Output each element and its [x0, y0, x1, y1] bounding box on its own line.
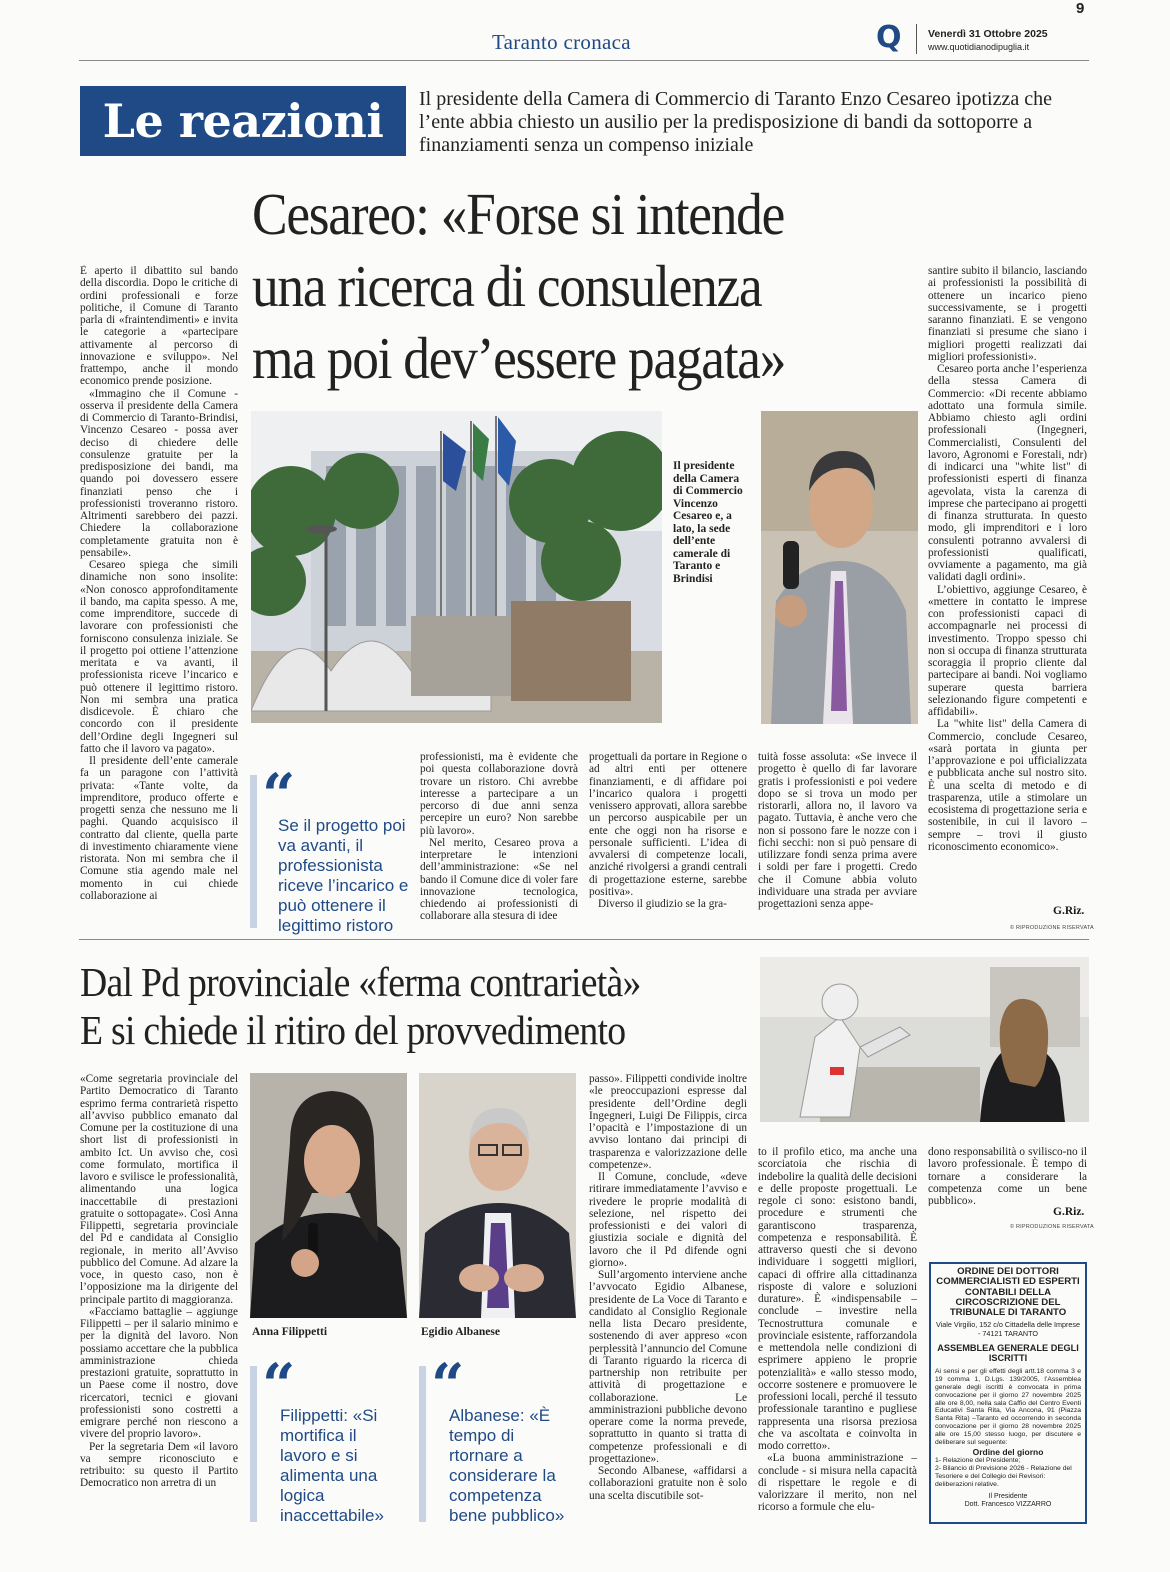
paragraph: Diverso il giudizio se la gra-: [598, 898, 727, 910]
paragraph: È aperto il dibattito sul bando della discordia. Dopo le critiche di ordini professionali e forze politiche, il Comune di Taranto parla di «fraintendimenti» e invita le categorie a «partecipare attivamente al percorso di innovazione e sviluppo». Nel frattempo, anche il mondo economico prende posizione.: [80, 265, 238, 388]
article1-col-1: [80, 265, 238, 933]
article1-col-2: [420, 751, 578, 932]
paragraph: dono responsabilità o svilisco-no il lavoro professionale. È tempo di tornare a considerare la competenza come un bene pubblico».: [928, 1146, 1087, 1206]
header-divider: [916, 24, 917, 54]
article1-rights: © RIPRODUZIONE RISERVATA: [1010, 925, 1094, 931]
pull-quote-filippetti: [262, 1351, 407, 1526]
notice-agenda-item: 1- Relazione del Presidente;: [935, 1457, 1021, 1465]
notice-box: [929, 1262, 1087, 1524]
notice-agenda-item: 2- Bilancio di Previsione 2026 - Relazione del Tesoriere e del Collegio dei Revisori: deliberazioni relative.: [935, 1465, 1072, 1489]
page-number: 9: [1076, 0, 1085, 17]
paragraph: tuità fosse assoluta: «Se invece il progetto è quello di far lavorare gratis i professionisti e poi vedere dopo se si trova un modo per ristorarli, allora no, il lavoro va pagato. Tuttavia, è anche vero che non si possono fare le nozze con i fichi secchi: non si può pensare di utilizzare fondi senza prima avere i soldi per fare i progetti. Credo che il Comune abbia voluto individuare una strada per avviare progettazioni senza appe-: [758, 751, 917, 910]
portrait-illustration: [250, 1073, 407, 1318]
headline-line-1: Cesareo: «Forse si intende: [252, 181, 785, 247]
quote-bar: [419, 1366, 426, 1522]
article2-rights: © RIPRODUZIONE RISERVATA: [1010, 1224, 1094, 1230]
pull-quote-1: [262, 761, 414, 936]
notice-president-label: Il Presidente: [988, 1493, 1028, 1501]
article1-signature: G.Riz.: [1053, 905, 1085, 917]
headline-line-2: E si chiede il ritiro del provvedimento: [80, 1007, 626, 1053]
kicker-summary: Il presidente della Camera di Commercio di Taranto Enzo Cesareo ipotizza che l’ente abbia chiesto un ausilio per la predisposizione di bandi da sottoporre a finanziamenti senza un compenso iniziale: [419, 88, 1052, 156]
paragraph: L’obiettivo, aggiunge Cesareo, è «mettere in contatto le imprese con professionisti capaci di accompagnarle nei processi di investimento. Troppo spesso chi non si occupa di finanza strutturata scoraggia il proprio cliente dal partecipare ai bandi. Noi vogliamo superare questa barriera selezionando figure competenti e affidabili».: [928, 583, 1087, 718]
notice-body: Ai sensi e per gli effetti degli artt.18 comma 3 e 19 comma 1, D.Lgs. 139/2005, l’Assemblea generale degli iscritti è convocata in prima convocazione per il giorno 27 novembre 2025 alle ore 8,00, nella sala Caffio del Centro Eventi Educativi Santa Rita, Via Ancona, 91 (Piazza Santa Rita) –Taranto ed occorrendo in seconda convocazione per il giorno 28 novembre 2025 alle ore 15,00 stesso luogo, per discutere e deliberare sul seguente:: [935, 1367, 1081, 1447]
paragraph: Il presidente dell’ente camerale fa un paragone con l’attività privata: «Tante volte, da imprenditore, produco offerte e progetti senza che nessuno me li paghi. Quando acquisisco il contratto dal cliente, quella parte di investimento chiaramente viene ristorata. Non mi sembra che il Comune stia agendo male nel momento in cui chiede collaborazione ai: [80, 755, 238, 902]
article2-col-1: [80, 1073, 238, 1522]
headline-line-2: una ricerca di consulenza: [252, 253, 762, 319]
photo-vincenzo-cesareo: [761, 411, 918, 724]
paragraph: passo». Filippetti condivide inoltre «le preoccupazioni espresse dal presidente dell’Ordine degli Ingegneri, Luigi De Filippis, circa l’opacità e l’impostazione di un avviso lontano dai principi di trasparenza e valorizzazione delle competenze».: [589, 1073, 747, 1171]
paragraph: «Immagino che il Comune - osserva il presidente della Camera di Commercio di Taranto-Brindisi, Vincenzo Cesareo - possa aver deciso di chiedere delle consulenze gratuite per la predisposizione dei bandi, ma quando poi dovessero essere finanziati penso che i professionisti troveranno ristoro. Altrimenti sarebbero dei pazzi. Chiedere la collaborazione completamente gratuita non è pensabile».: [80, 387, 238, 559]
notice-address: Viale Virgilio, 152 c/o Cittadella delle Imprese - 74121 TARANTO: [936, 1320, 1080, 1338]
paragraph: santire subito il bilancio, lasciando ai professionisti la possibilità di ottenere un incarico pieno successivamente, se i progetti saranno finanziati. E se vengono finanziati si presume che siano i migliori progetti realizzati dai migliori professionisti».: [928, 265, 1087, 363]
paragraph: Per la segretaria Dem «il lavoro va sempre riconosciuto e retribuito: su questo il Partito Democratico non arretra di un: [80, 1440, 238, 1490]
quote-mark-icon: “: [262, 1351, 296, 1419]
paragraph: progettuali da portare in Regione o ad altri enti per ottenere finanziamenti, e di affidare poi l’incarico qualora i progetti venissero approvati, allora sarebbe un percorso auspicabile per un ente che oggi non ha risorse e personale sufficienti. L’idea di avvalersi di competenze locali, anziché rivolgersi a grandi centrali di progettazione esterne, sarebbe positiva».: [589, 751, 747, 898]
building-illustration: [251, 411, 662, 723]
paragraph: Il Comune, conclude, «deve ritirare immediatamente l’avviso e rivedere le proprie modalità di selezione, nel rispetto dei professionisti e dei valori di giustizia sociale e dignità del lavoro che il Pd difende ogni giorno».: [589, 1171, 747, 1269]
article2-headline: [80, 958, 724, 1054]
photo-egidio-albanese: [419, 1073, 576, 1318]
section-divider: [79, 939, 1089, 940]
header-site: www.quotidianodipuglia.it: [928, 42, 1030, 52]
paragraph: «La buona amministrazione – conclude - si misura nella capacità di rispettare le regole e di valorizzare il merito, non nel ricorso a formule che elu-: [758, 1452, 917, 1514]
paragraph: Nel merito, Cesareo prova a interpretare le intenzioni dell’amministrazione: «Se nel bando il Comune dice di voler fare innovazione tecnologica, chiedendo ai professionisti di collaborare alla stesura di idee: [420, 836, 578, 923]
photo-caption: Il presidente della Camera di Commercio Vincenzo Cesareo e, a lato, la sede dell’ente camerale di Taranto e Brindisi: [673, 460, 743, 585]
paragraph: «Facciamo battaglie – aggiunge Filippetti – per il salario minimo e per la dignità del lavoro. Non possiamo accettare che la pubblica amministrazione chieda prestazioni gratuite, soprattutto in un Paese come il nostro, dove ricercatori, tecnici e giovani professionisti sono costretti a emigrare perché non riescono a vivere del proprio lavoro».: [80, 1305, 238, 1441]
article1-headline: [252, 178, 867, 394]
article1-col-4: [758, 751, 917, 932]
photo-chamber-building: [251, 411, 662, 723]
paragraph: Secondo Albanese, «affidarsi a collaborazioni gratuite non è solo una scelta discutibile sot-: [589, 1465, 747, 1502]
pull-quote-albanese: [431, 1351, 576, 1526]
headline-line-1: Dal Pd provinciale «ferma contrarietà»: [80, 959, 641, 1005]
article2-col-3: [758, 1146, 917, 1522]
quote-bar: [250, 1366, 257, 1522]
article2-signature: G.Riz.: [1053, 1206, 1085, 1218]
kicker-box: [80, 86, 406, 156]
photo-anna-filippetti: [250, 1073, 407, 1318]
notice-agenda-title: Ordine del giorno: [972, 1446, 1044, 1457]
paragraph: professionisti, ma è evidente che poi questa collaborazione dovrà trovare un ristoro. Chi avrebbe interesse a partecipare a un percorso di due anni senza percepire un euro? Non sarebbe più lavoro».: [420, 751, 578, 837]
header-rule: [79, 60, 1089, 61]
quote-bar: [250, 775, 257, 928]
photo-label-filippetti: Anna Filippetti: [252, 1326, 328, 1338]
photo-label-albanese: Egidio Albanese: [421, 1326, 500, 1338]
portrait-illustration: [761, 411, 918, 724]
paragraph: La "white list" della Camera di Commercio, conclude Cesareo, «sarà portata in giunta per l’approvazione e poi ufficializzata e pubblicata anche sul nostro sito. È una scelta di metodo e di trasparenza, utile a stimolare un ecosistema di progettazione seria e sostenibile, in cui il lavoro – sempre – trovi il giusto riconoscimento economico».: [928, 718, 1087, 853]
paragraph: to il profilo etico, ma anche una scorciatoia che rischia di indebolire la qualità delle decisioni e delle proposte progettuali. Le regole ci sono: esistono bandi, procedure e strumenti che garantiscono trasparenza, competenza e responsabilità. È attraverso questi che si devono individuare i soggetti migliori, capaci di offrire alla cittadinanza risposte di valore e soluzioni durature». È «indispensabile – conclude – investire nella Tecnostruttura comunale e provinciale esistente, rafforzandola e mettendola nelle condizioni di esprimere appieno le proprie potenzialità» e «allo stesso modo, occorre sostenere e promuovere le professioni locali, perché il tessuto professionale tarantino e pugliese rappresenta una risorsa preziosa che va ascoltata e coinvolta in modo corretto».: [758, 1146, 917, 1452]
paragraph: «Come segretaria provinciale del Partito Democratico di Taranto esprimo ferma contrarietà rispetto all’avviso pubblico emanato dal Comune per la costituzione di una short list di professionisti in ambito Ict. Un avviso che, così come formulato, mortifica il lavoro e svilisce le professionalità, alimentando una logica inaccettabile di prestazioni gratuite o sottopagate». Così Anna Filippetti, segretaria provinciale del Pd e candidata al Consiglio regionale, in merito all’Avviso pubblico del Comune. Ad alzare la voce, in questo caso, non è l’opposizione ma la dirigente del principale partito di maggioranza.: [80, 1073, 238, 1306]
portrait-illustration: [419, 1073, 576, 1318]
logo-q: Q: [876, 20, 902, 55]
paragraph: Cesareo spiega che simili dinamiche non sono insolite: «Non conosco approfonditamente il bando, ma capita spesso. A me, come imprenditore, succede di lavorare con professionisti che forniscono consulenza iniziale. Se il progetto poi ottiene l’attenzione meritata e va avanti, il professionista riceve l’incarico e può ottenere il legittimo ristoro. Non mi sembra una pratica disdicevole. È chiaro che concordo con il presidente dell’Ordine degli Ingegneri sul fatto che il lavoro va pagato».: [80, 559, 238, 755]
robot-illustration: [760, 957, 1089, 1122]
notice-title: ORDINE DEI DOTTORI COMMERCIALISTI ED ESPERTI CONTABILI DELLA CIRCOSCRIZIONE DEL TRIBUNALE DI TARANTO: [936, 1266, 1080, 1319]
headline-line-3: ma poi dev’essere pagata»: [252, 325, 786, 391]
header-date: Venerdì 31 Ottobre 2025: [928, 28, 1048, 40]
article2-col-4: [928, 1146, 1087, 1206]
notice-president-name: Dott. Francesco VIZZARRO: [964, 1501, 1052, 1509]
kicker-label: Le reazioni: [102, 94, 384, 148]
section-title: Taranto cronaca: [492, 30, 631, 54]
quote-mark-icon: “: [262, 761, 296, 829]
article2-col-2: [589, 1073, 747, 1522]
pull-quote-text: Filippetti: «Si mortifica il lavoro e si alimenta una logica inaccettabile»: [280, 1406, 384, 1525]
quote-mark-icon: “: [431, 1351, 465, 1419]
article1-col-3: [589, 751, 747, 932]
paragraph: Cesareo porta anche l’esperienza della stessa Camera di Commercio: «Di recente abbiamo adottato una formula simile. Abbiamo chiesto agli ordini professionali (Ingegneri, Commercialisti, Consulenti del lavoro, Agronomi e Forestali, ndr) di indicarci una "white list" di professionisti esperti di finanza agevolata, vista la carenza di imprese che partecipano ai progetti di finanza strutturata. In questo modo, gli imprenditori e i loro consulenti potranno avvalersi di professionisti qualificati, ovviamente a pagamento, ma già validati dagli ordini».: [928, 363, 1087, 584]
paragraph: Sull’argomento interviene anche l’avvocato Egidio Albanese, presidente de La Voce di Taranto e candidato al Consiglio Regionale nella lista Decaro presidente, sostenendo di aver appreso «con perplessità l’annuncio del Comune di Taranto riguardo la ricerca di partnership non retribuite per attività di progettazione e collaborazione. Le amministrazioni pubbliche devono operare come la norma prevede, soprattutto in quanto si tratta di competenze professionali e di progettazione».: [589, 1269, 747, 1465]
article1-col-5: [928, 265, 1087, 905]
pull-quote-text: Albanese: «È tempo di rtornare a considerare la competenza bene pubblico»: [449, 1406, 565, 1525]
pull-quote-text: Se il progetto poi va avanti, il professionista riceve l’incarico e può ottenere il legittimo ristoro: [278, 816, 409, 935]
notice-subtitle: ASSEMBLEA GENERALE DEGLI ISCRITTI: [937, 1342, 1079, 1363]
photo-robot-office: [760, 957, 1089, 1122]
